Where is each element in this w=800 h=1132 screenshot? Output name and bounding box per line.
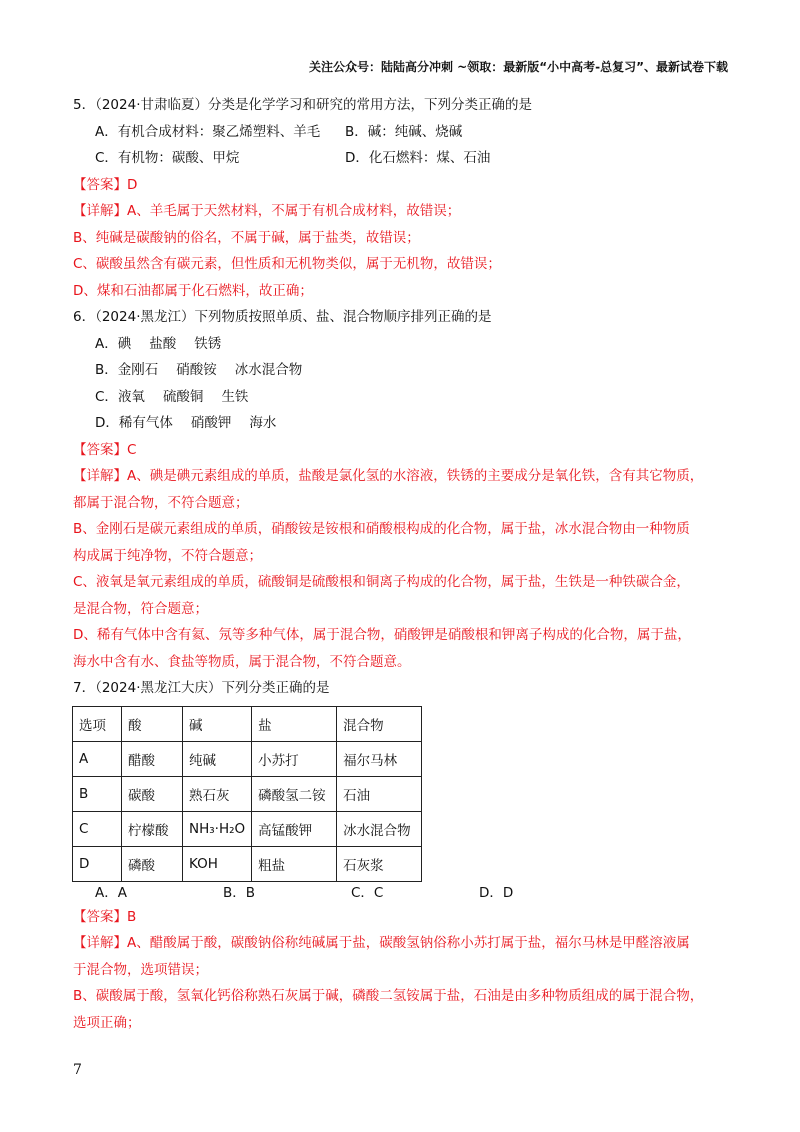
table-cell: 粗盐 [252, 846, 337, 881]
table-cell: 纯碱 [183, 741, 252, 776]
table-cell: 柠檬酸 [122, 811, 183, 846]
q5-explain-2: B、纯碱是碳酸钠的俗名，不属于碱，属于盐类，故错误； [73, 229, 420, 246]
page-header: 关注公众号：陆陆高分冲刺 ~领取：最新版“小中高考-总复习”、最新试卷下载 [309, 60, 728, 74]
q6-explain-8: 海水中含有水、食盐等物质，属于混合物，不符合题意。 [73, 653, 411, 670]
page-number: 7 [73, 1062, 82, 1078]
q5-options-row2 [73, 145, 733, 172]
q7-options [73, 882, 733, 904]
table-header-cell: 碱 [183, 706, 252, 741]
table-cell: 冰水混合物 [337, 811, 422, 846]
q6-option-d: D．稀有气体 硝酸钾 海水 [95, 415, 277, 431]
q5-answer: 【答案】D [73, 176, 138, 193]
table-cell: 石油 [337, 776, 422, 811]
table-cell: 醋酸 [122, 741, 183, 776]
q6-explain-6: 是混合物，符合题意； [73, 600, 208, 617]
table-cell: A [73, 741, 122, 776]
q6-explain-4: 构成属于纯净物，不符合题意； [73, 547, 262, 564]
q6-explain-5: C、液氧是氧元素组成的单质，硫酸铜是硫酸根和铜离子构成的化合物，属于盐，生铁是一种铁碳合金， [73, 574, 690, 590]
q5-explain-4: D、煤和石油都属于化石燃料，故正确； [73, 282, 313, 299]
q6-explain-3: B、金刚石是碳元素组成的单质，硝酸铵是铵根和硝酸根构成的化合物，属于盐，冰水混合物由一种物质 [73, 521, 690, 537]
q7-option-c: C．C [351, 884, 384, 901]
q6-option-c: C．液氧 硫酸铜 生铁 [95, 388, 249, 405]
table-cell: 石灰浆 [337, 846, 422, 881]
table-row [73, 741, 422, 776]
table-cell: 小苏打 [252, 741, 337, 776]
table-header-row [73, 706, 422, 741]
q5-options-row1 [73, 119, 733, 146]
table-cell: KOH [183, 846, 252, 881]
q6-option-a: A．碘 盐酸 铁锈 [95, 335, 222, 352]
q7-option-a: A．A [95, 884, 127, 901]
table-cell: 磷酸 [122, 846, 183, 881]
table-cell: NH₃·H₂O [183, 811, 252, 846]
table-cell: C [73, 811, 122, 846]
table-row [73, 776, 422, 811]
q5-stem: 5．（2024·甘肃临夏）分类是化学学习和研究的常用方法，下列分类正确的是 [73, 97, 532, 113]
table-header-cell: 酸 [122, 706, 183, 741]
classification-table [72, 706, 422, 882]
q6-answer: 【答案】C [73, 441, 137, 458]
q5-explain-1: 【详解】A、羊毛属于天然材料，不属于有机合成材料，故错误； [73, 203, 461, 219]
table-cell: 熟石灰 [183, 776, 252, 811]
q5-option-b: B．碱：纯碱、烧碱 [345, 123, 463, 140]
q5-option-c: C．有机物：碳酸、甲烷 [95, 150, 240, 166]
table-cell: 碳酸 [122, 776, 183, 811]
table-cell: D [73, 846, 122, 881]
q7-option-b: B．B [223, 884, 256, 901]
q6-explain-2: 都属于混合物，不符合题意； [73, 494, 249, 511]
question-content [73, 92, 733, 1036]
q7-explain-1: 【详解】A、醋酸属于酸，碳酸钠俗称纯碱属于盐，碳酸氢钠俗称小苏打属于盐，福尔马林是甲醛溶液属 [73, 935, 690, 951]
table-header-cell: 选项 [73, 706, 122, 741]
q6-explain-7: D、稀有气体中含有氦、氖等多种气体，属于混合物，硝酸钾是硝酸根和钾离子构成的化合物，属于盐， [73, 627, 691, 643]
q5-option-a: A．有机合成材料：聚乙烯塑料、羊毛 [95, 123, 321, 140]
q5-option-d: D．化石燃料：煤、石油 [345, 150, 491, 166]
q6-stem: 6．（2024·黑龙江）下列物质按照单质、盐、混合物顺序排列正确的是 [73, 309, 492, 325]
q5-explain-3: C、碳酸虽然含有碳元素，但性质和无机物类似，属于无机物，故错误； [73, 256, 501, 272]
table-row [73, 846, 422, 881]
table-cell: 磷酸氢二铵 [252, 776, 337, 811]
table-header-cell: 盐 [252, 706, 337, 741]
q7-explain-4: 选项正确； [73, 1014, 141, 1031]
q6-option-b: B．金刚石 硝酸铵 冰水混合物 [95, 362, 303, 378]
table-header-cell: 混合物 [337, 706, 422, 741]
table-cell: 高锰酸钾 [252, 811, 337, 846]
q7-explain-3: B、碳酸属于酸，氢氧化钙俗称熟石灰属于碱，磷酸二氢铵属于盐，石油是由多种物质组成的属于混合物， [73, 988, 704, 1004]
q7-explain-2: 于混合物，选项错误； [73, 961, 208, 978]
table-cell: 福尔马林 [337, 741, 422, 776]
q7-answer: 【答案】B [73, 908, 137, 925]
table-cell: B [73, 776, 122, 811]
q7-stem: 7．（2024·黑龙江大庆）下列分类正确的是 [73, 680, 330, 696]
table-row [73, 811, 422, 846]
q6-explain-1: 【详解】A、碘是碘元素组成的单质，盐酸是氯化氢的水溶液，铁锈的主要成分是氧化铁，含有其它物质， [73, 468, 704, 484]
q7-option-d: D．D [479, 884, 514, 901]
